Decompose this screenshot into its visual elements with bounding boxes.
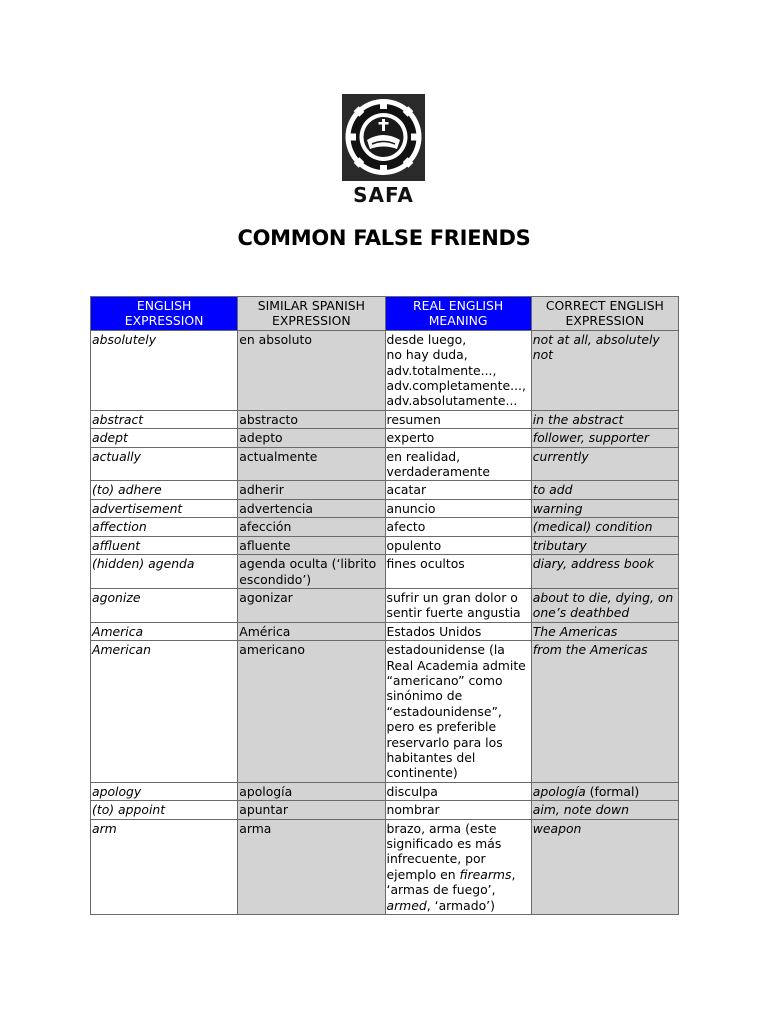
cell-english-expression: apology <box>91 782 238 800</box>
cell-english-expression: absolutely <box>91 330 238 410</box>
cell-english-expression: abstract <box>91 410 238 428</box>
cell-english-expression: actually <box>91 447 238 481</box>
cell-correct-expression: tributary <box>531 536 678 554</box>
cell-spanish-expression: afluente <box>238 536 385 554</box>
header-real-english-meaning: REAL ENGLISH MEANING <box>385 297 531 331</box>
cell-real-meaning: acatar <box>385 481 531 499</box>
cell-real-meaning: experto <box>385 429 531 447</box>
cell-english-expression: affection <box>91 518 238 536</box>
cell-real-meaning: afecto <box>385 518 531 536</box>
cell-english-expression: agonize <box>91 588 238 622</box>
cell-real-meaning: en realidad, verdaderamente <box>385 447 531 481</box>
table-header-row <box>91 297 679 331</box>
table-row <box>91 499 679 517</box>
cell-english-expression: advertisement <box>91 499 238 517</box>
cell-real-meaning: anuncio <box>385 499 531 517</box>
header-similar-spanish-expression: SIMILAR SPANISH EXPRESSION <box>238 297 385 331</box>
cell-spanish-expression: en absoluto <box>238 330 385 410</box>
cell-english-expression: (to) appoint <box>91 801 238 819</box>
cell-correct-expression: The Americas <box>531 622 678 640</box>
cell-spanish-expression: adepto <box>238 429 385 447</box>
table-row <box>91 588 679 622</box>
cell-correct-expression: about to die, dying, on one’s deathbed <box>531 588 678 622</box>
table-row <box>91 330 679 410</box>
cell-english-expression: (to) adhere <box>91 481 238 499</box>
cell-real-meaning: estadounidense (la Real Academia admite “americano” como sinónimo de “estadounidense”, pero es preferible reservarlo para los habitantes del continente) <box>385 641 531 783</box>
cell-english-expression: (hidden) agenda <box>91 555 238 589</box>
cell-correct-expression: in the abstract <box>531 410 678 428</box>
table-row <box>91 447 679 481</box>
cell-real-meaning: disculpa <box>385 782 531 800</box>
cell-spanish-expression: adherir <box>238 481 385 499</box>
cell-correct-expression: (medical) condition <box>531 518 678 536</box>
table-row <box>91 819 679 914</box>
cell-english-expression: affluent <box>91 536 238 554</box>
cell-spanish-expression: afección <box>238 518 385 536</box>
table-row <box>91 641 679 783</box>
cell-correct-expression: currently <box>531 447 678 481</box>
cell-spanish-expression: americano <box>238 641 385 783</box>
cell-correct-expression: aim, note down <box>531 801 678 819</box>
table-row <box>91 410 679 428</box>
cell-real-meaning: desde luego, no hay duda, adv.totalmente..., adv.completamente..., adv.absolutamente... <box>385 330 531 410</box>
cell-correct-expression: to add <box>531 481 678 499</box>
table-row <box>91 429 679 447</box>
cell-correct-expression: diary, address book <box>531 555 678 589</box>
cell-spanish-expression: abstracto <box>238 410 385 428</box>
cell-correct-expression: from the Americas <box>531 641 678 783</box>
table-row <box>91 536 679 554</box>
table-row <box>91 782 679 800</box>
cell-real-meaning: brazo, arma (este significado es más infrecuente, por ejemplo en firearms, ‘armas de fuego’, armed, ‘armado’) <box>385 819 531 914</box>
table-row <box>91 622 679 640</box>
cell-spanish-expression: apuntar <box>238 801 385 819</box>
cell-english-expression: arm <box>91 819 238 914</box>
cell-spanish-expression: agonizar <box>238 588 385 622</box>
gear-emblem-icon <box>342 94 425 181</box>
cell-spanish-expression: agenda oculta (‘librito escondido’) <box>238 555 385 589</box>
cell-correct-expression: weapon <box>531 819 678 914</box>
safa-logo <box>341 94 426 206</box>
cell-spanish-expression: América <box>238 622 385 640</box>
header-english-expression: ENGLISH EXPRESSION <box>91 297 238 331</box>
cell-correct-expression: follower, supporter <box>531 429 678 447</box>
cell-spanish-expression: arma <box>238 819 385 914</box>
table-row <box>91 518 679 536</box>
cell-real-meaning: sufrir un gran dolor o sentir fuerte angustia <box>385 588 531 622</box>
cell-real-meaning: nombrar <box>385 801 531 819</box>
cell-english-expression: American <box>91 641 238 783</box>
table-row <box>91 801 679 819</box>
table-row <box>91 555 679 589</box>
cell-real-meaning: opulento <box>385 536 531 554</box>
cell-spanish-expression: advertencia <box>238 499 385 517</box>
cell-correct-expression: warning <box>531 499 678 517</box>
logo-text: SAFA <box>353 183 414 206</box>
cell-real-meaning: Estados Unidos <box>385 622 531 640</box>
cell-real-meaning: fines ocultos <box>385 555 531 589</box>
cell-correct-expression: apología (formal) <box>531 782 678 800</box>
cell-spanish-expression: actualmente <box>238 447 385 481</box>
cell-real-meaning: resumen <box>385 410 531 428</box>
cell-english-expression: America <box>91 622 238 640</box>
cell-spanish-expression: apología <box>238 782 385 800</box>
header-correct-english-expression: CORRECT ENGLISH EXPRESSION <box>531 297 678 331</box>
table-row <box>91 481 679 499</box>
cell-correct-expression: not at all, absolutely not <box>531 330 678 410</box>
false-friends-table <box>90 296 679 915</box>
cell-english-expression: adept <box>91 429 238 447</box>
page-title: COMMON FALSE FRIENDS <box>237 226 531 250</box>
